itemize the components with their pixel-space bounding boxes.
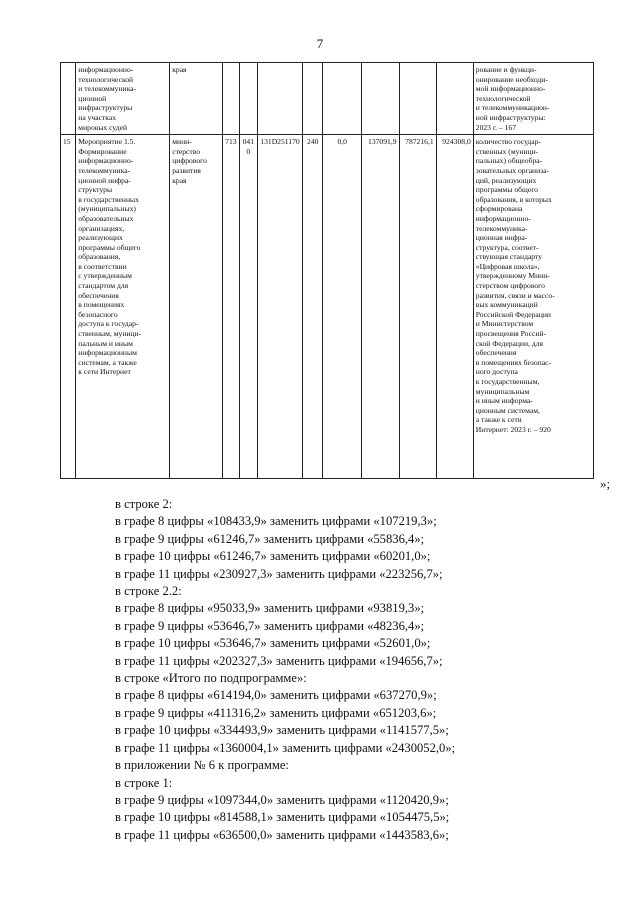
cell-executor: мини- стерство цифрового развития края	[170, 135, 222, 479]
text-line: в графе 9 цифры «53646,7» заменить цифрами «48236,4»;	[115, 618, 425, 633]
cell-grbs: 713	[222, 135, 239, 479]
cell-v2: 137091,9	[362, 135, 399, 479]
cell-vr	[303, 63, 323, 135]
cell-name: Мероприятие 1.5. Формирование информационно- телекоммуника- ционной инфра- структуры в государственных (муниципальных) образовательных организациях, реализующих программы общего образования, в соответствии с утвержденным стандартом для обеспечения в помещениях безопасного доступа к государ- ственным, муници- пальным и иным информационным системам, а также к сети Интернет	[76, 135, 170, 479]
cell-rzpr	[240, 63, 257, 135]
text-line: в строке «Итого по подпрограмме»:	[115, 671, 307, 686]
text-line: в графе 10 цифры «334493,9» заменить цифрами «1141577,5»;	[115, 723, 449, 738]
text-line: в строке 2.2:	[115, 584, 182, 599]
cell-result: количество государ- ственных (муници- пальных) общеобра- зовательных организа- ций, реализующих программы общего образования, в которых сформирована информационно- телекоммуника- ционная инфра- структура, соответ- ствующая стандарту «Цифровая школа», утвержденному Мини- стерством цифрового развития, связи и массо- вых коммуникаций Российской Федерации и Министерством просвещения Россий- ской Федерации, для обеспечения в помещениях безопас- ного доступа к государственным, муниципальным и иным информа- ционным системам, а также к сети Интернет: 2023 г. – 920	[473, 135, 593, 479]
text-line: в графе 11 цифры «1360004,1» заменить цифрами «2430052,0»;	[115, 740, 456, 755]
cell-num: 15	[61, 135, 76, 479]
text-line: в приложении № 6 к программе:	[115, 758, 289, 773]
cell-v4	[436, 63, 473, 135]
cell-v4: 924308,0	[436, 135, 473, 479]
cell-vr: 240	[303, 135, 323, 479]
text-line: в графе 10 цифры «53646,7» заменить цифрами «52601,0»;	[115, 636, 431, 651]
cell-num	[61, 63, 76, 135]
text-line: в графе 8 цифры «614194,0» заменить цифрами «637270,9»;	[115, 688, 437, 703]
cell-name: информационно- технологической и телекоммуника- ционной инфраструктуры на участках мировых судей	[76, 63, 170, 135]
cell-grbs	[222, 63, 239, 135]
text-line: в графе 11 цифры «202327,3» заменить цифрами «194656,7»;	[115, 653, 443, 668]
text-line: в графе 11 цифры «636500,0» заменить цифрами «1443583,6»;	[115, 827, 449, 842]
cell-rzpr: 0410	[240, 135, 257, 479]
text-line: в графе 10 цифры «61246,7» заменить цифрами «60201,0»;	[115, 549, 431, 564]
budget-table	[60, 62, 594, 479]
amendment-text	[115, 496, 615, 844]
text-line: в графе 11 цифры «230927,3» заменить цифрами «223256,7»;	[115, 566, 443, 581]
text-line: в графе 9 цифры «1097344,0» заменить цифрами «1120420,9»;	[115, 792, 449, 807]
closing-quote: »;	[600, 476, 611, 491]
cell-v3: 787216,1	[399, 135, 436, 479]
text-line: в строке 2:	[115, 497, 173, 511]
table-row-15	[61, 135, 594, 479]
text-line: в графе 10 цифры «814588,1» заменить цифрами «1054475,5»;	[115, 810, 450, 825]
cell-csr	[257, 63, 303, 135]
cell-v1: 0,0	[323, 135, 362, 479]
table-row-continuation	[61, 63, 594, 135]
cell-v2	[362, 63, 399, 135]
cell-csr: 131D251170	[257, 135, 303, 479]
cell-v1	[323, 63, 362, 135]
cell-result: рование и функци- онирование необходи- мой информационно- технологической и телекоммуникацион- ной инфраструктуры: 2023 г. – 167	[473, 63, 593, 135]
text-line: в графе 8 цифры «95033,9» заменить цифрами «93819,3»;	[115, 601, 425, 616]
cell-v3	[399, 63, 436, 135]
cell-executor: края	[170, 63, 222, 135]
text-line: в строке 1:	[115, 775, 173, 790]
text-line: в графе 9 цифры «61246,7» заменить цифрами «55836,4»;	[115, 531, 425, 546]
text-line: в графе 8 цифры «108433,9» заменить цифрами «107219,3»;	[115, 514, 437, 529]
page-number: 7	[316, 36, 324, 51]
text-line: в графе 9 цифры «411316,2» заменить цифрами «651203,6»;	[115, 705, 437, 720]
